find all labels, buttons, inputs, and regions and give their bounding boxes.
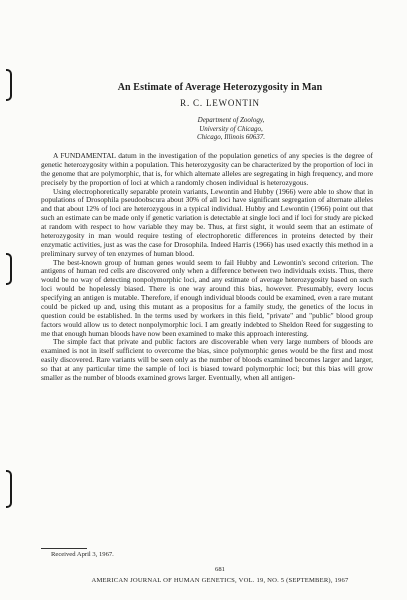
body-paragraph: The best-known group of human genes would seem to fail Hubby and Lewontin's second criterion. The antigens of human red cells are discovered only when a difference between two individuals exists. Thus, there would be no way of detecting nonpolymorphic loci, and any estimate of average heterozygosity based on such loci would be hopelessly biased. There is one way around this bias, however. Presumably, every locus specifying an antigen is mutable. Therefore, if enough individual bloods could be examined, even a rare mutant could be picked up and, using this mutant as a propositus for a family study, the genetics of the locus in question could be established. In the terms used by workers in this field, "private" and "public" blood group factors would allow us to detect nonpolymorphic loci. I am greatly indebted to Sheldon Reed for suggesting to me that enough human bloods have now been examined to make this approach interesting. (41, 257, 373, 338)
margin-bracket-mark (6, 253, 12, 285)
page-number: 681 (215, 566, 225, 573)
received-footnote: Received April 3, 1967. (51, 551, 114, 558)
footnote-rule (41, 548, 87, 549)
body-paragraph: Using electrophoretically separable protein variants, Lewontin and Hubby (1966) were able to show that in populations of Drosophila pseudoobscura about 30% of all loci have significant segregation of alternate alleles and that about 12% of loci are heterozygous in a typical individual. Hubby and Lewontin (1966) point out that such an estimate can be made only if genetic variation is detectable at single loci and if loci for study are picked at random with respect to how variable they may be. Thus, at first sight, it would seem that an estimate of heterozygosity in man would require testing of electrophoretic differences in proteins detected by their enzymatic activities, just as was the case for Drosophila. Indeed Harris (1966) has used exactly this method in a preliminary survey of ten enzymes of human blood. (41, 186, 373, 258)
journal-citation: AMERICAN JOURNAL OF HUMAN GENETICS, VOL. 19, NO. 5 (SEPTEMBER), 1967 (91, 577, 349, 584)
margin-bracket-mark (6, 69, 12, 101)
margin-bracket-mark (6, 470, 12, 508)
article-title: An Estimate of Average Heterozygosity in Man (117, 82, 323, 93)
affiliation-line: University of Chicago, (199, 124, 263, 133)
author-affiliation (136, 116, 326, 142)
article-body (41, 152, 373, 383)
affiliation-line: Department of Zoology, (197, 116, 265, 124)
body-paragraph: The simple fact that private and public factors are discoverable when very large numbers of bloods are examined is not in itself sufficient to overcome the bias, since polymorphic genes would be the first and most easily discovered. Rare variants will be seen only as the number of bloods examined becomes larger and larger, so that at any particular time the sample of loci is biased toward polymorphic loci; but this bias will grow smaller as the number of bloods examined grows larger. Eventually, when all antigen- (41, 337, 373, 382)
affiliation-line: Chicago, Illinois 60637. (196, 133, 266, 142)
article-author: R. C. LEWONTIN (180, 98, 260, 108)
body-paragraph: A FUNDAMENTAL datum in the investigation of the population genetics of any species is the degree of genetic heterozygosity within a population. This heterozygosity can be characterized by the proportion of loci in the genome that are polymorphic, that is, for which alternate alleles are segregating in high frequency, and more precisely by the proportion of loci at which a randomly chosen individual is heterozygous. (41, 151, 373, 187)
